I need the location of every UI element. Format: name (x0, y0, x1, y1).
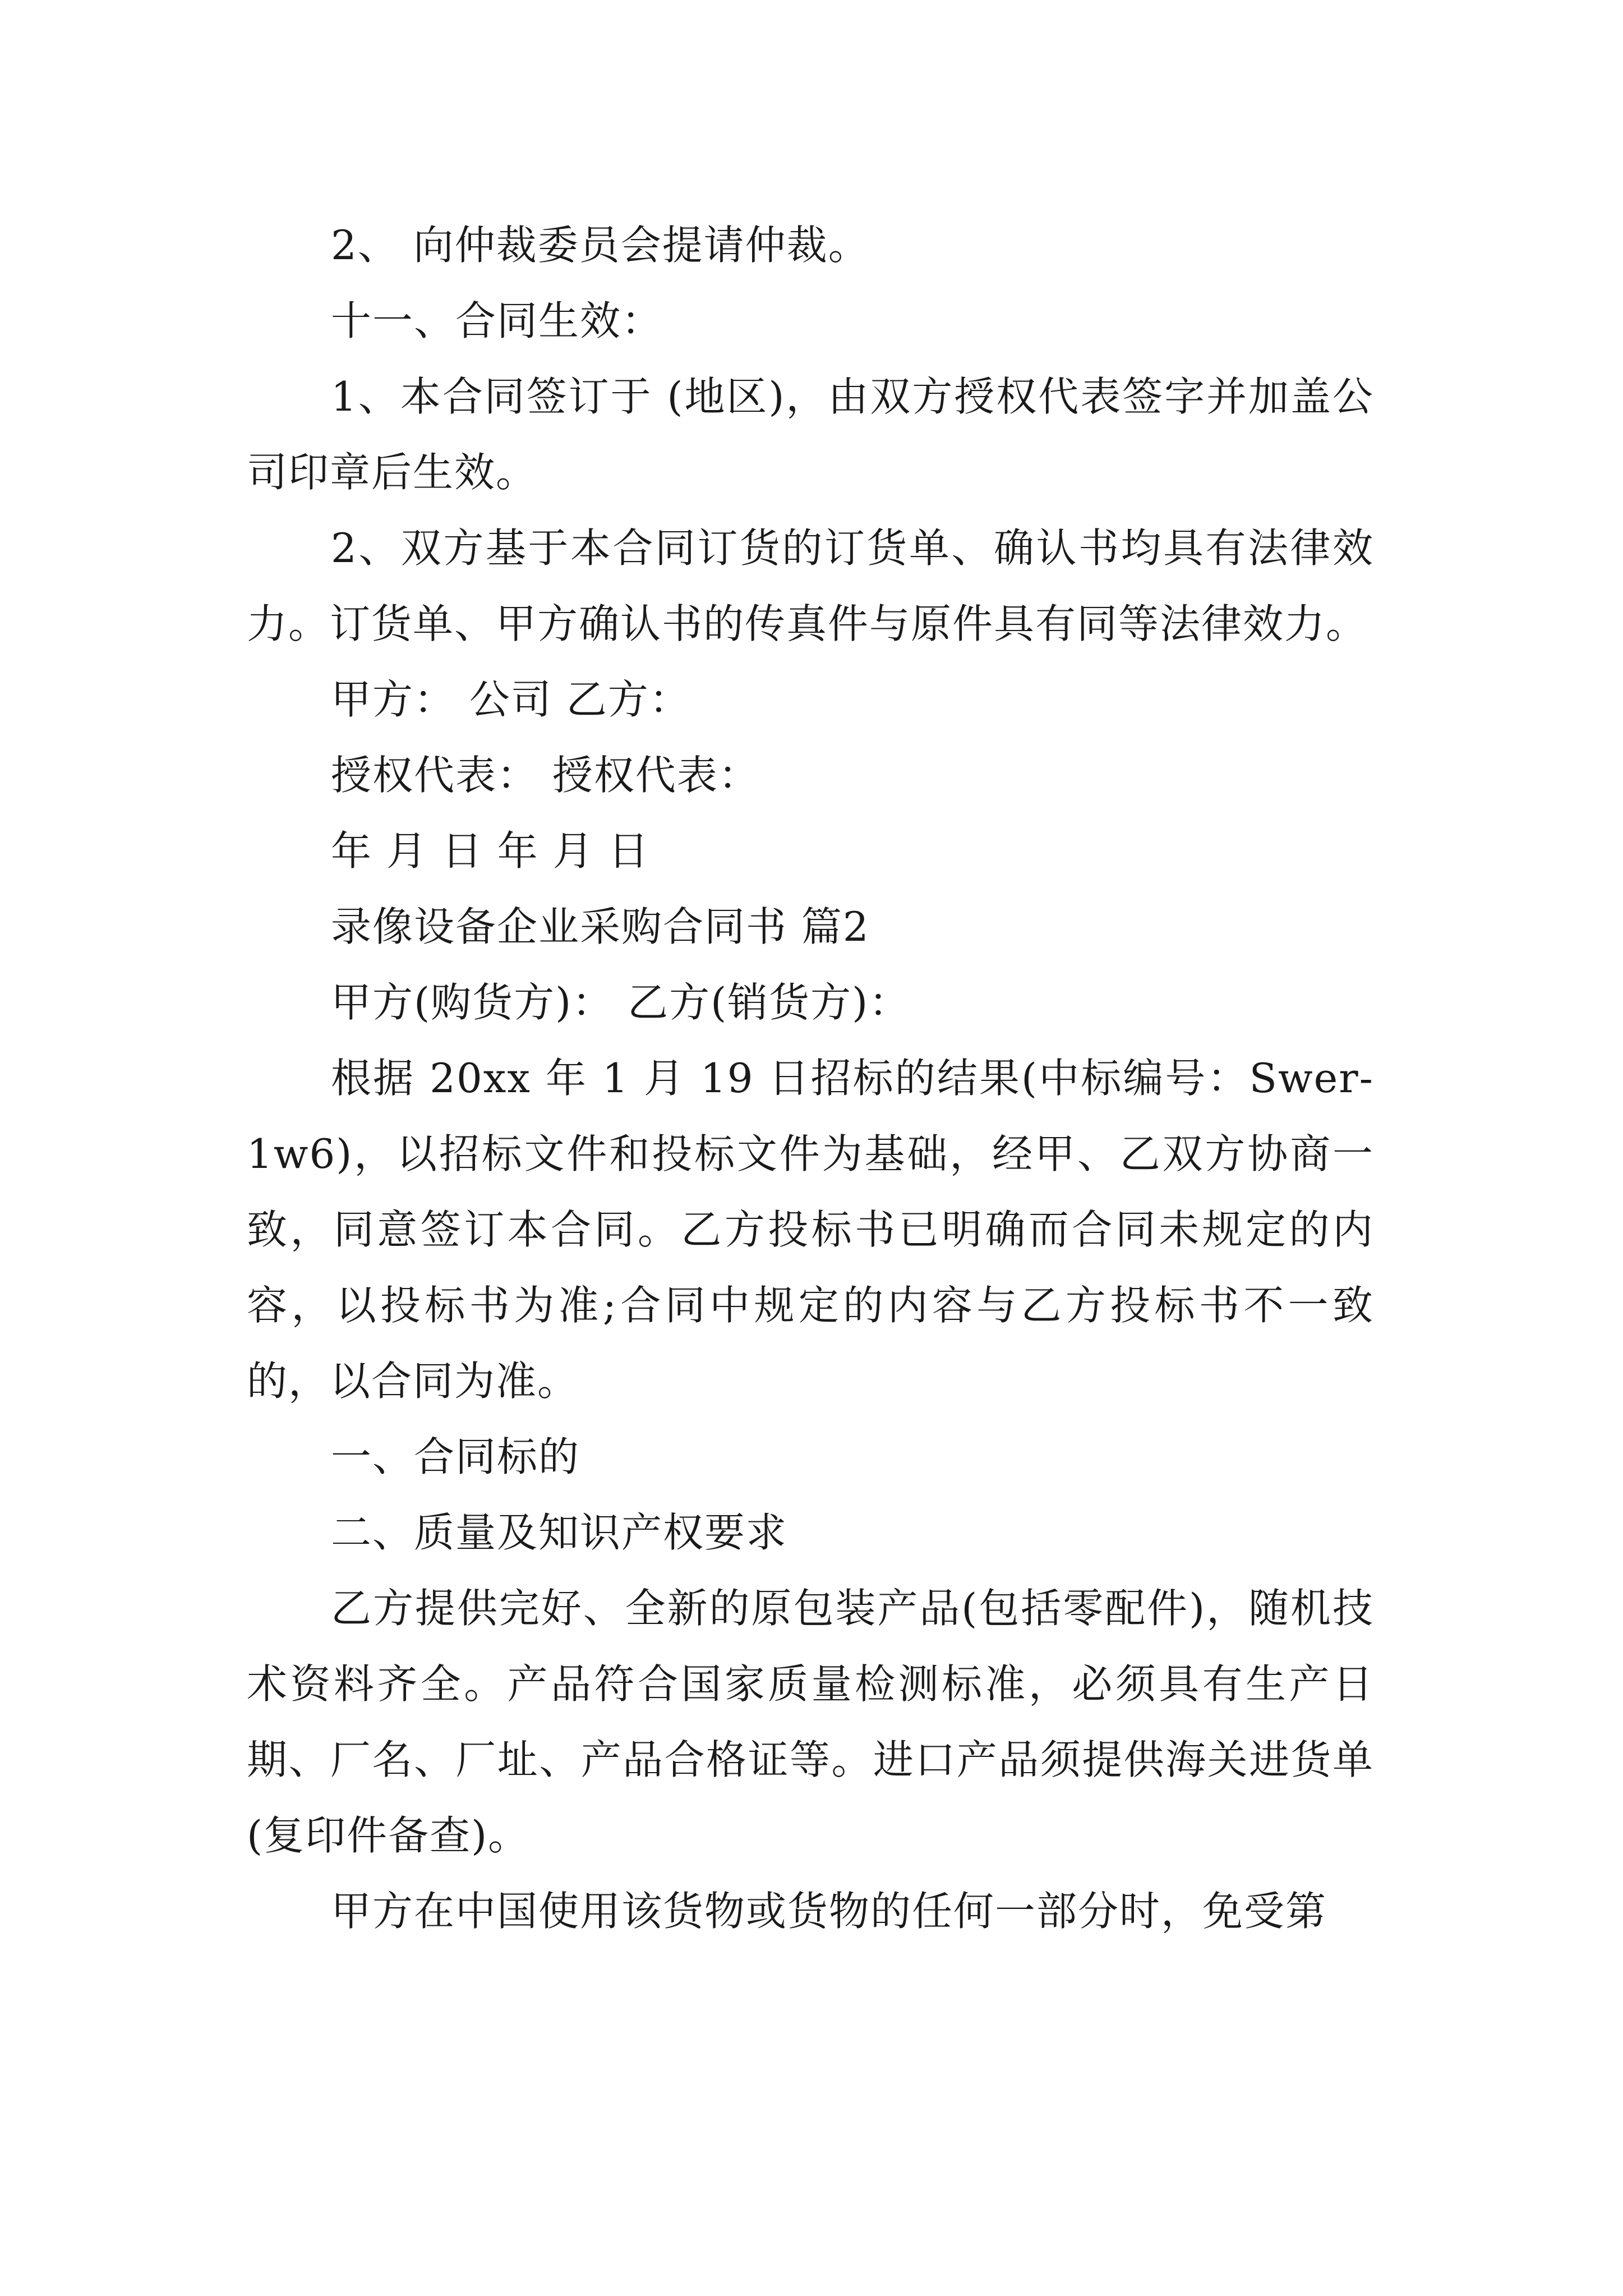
paragraph: 甲方在中国使用该货物或货物的任何一部分时，免受第 (331, 1888, 1327, 1935)
parties-line: 甲方(购货方)： 乙方(销货方)： (331, 979, 911, 1026)
date-line: 年 月 日 年 月 日 (331, 827, 650, 875)
paragraph: 2、双方基于本合同订货的订货单、确认书均具有法律效力。订货单、甲方确认书的传真件与原件具有同等法律效力。 (247, 524, 1374, 647)
section-heading: 十一、合同生效： (331, 297, 663, 344)
paragraph: 乙方提供完好、全新的原包装产品(包括零配件)，随机技术资料齐全。产品符合国家质量检测标准，必须具有生产日期、厂名、厂址、产品合格证等。进口产品须提供海关进货单(复印件备查)。 (247, 1585, 1374, 1859)
document-body (247, 208, 1374, 1949)
section-heading: 一、合同标的 (331, 1433, 580, 1480)
section-heading: 二、质量及知识产权要求 (331, 1509, 788, 1556)
paragraph: 根据 20xx 年 1 月 19 日招标的结果(中标编号：Swer-1w6)，以招标文件和投标文件为基础，经甲、乙双方协商一致，同意签订本合同。乙方投标书已明确而合同未规定的内容，以投标书为准;合同中规定的内容与乙方投标书不一致的，以合同为准。 (247, 1055, 1374, 1405)
paragraph: 1、本合同签订于 (地区)，由双方授权代表签字并加盖公司印章后生效。 (247, 373, 1374, 496)
paragraph: 2、 向仲裁委员会提请仲裁。 (331, 222, 870, 269)
document-title: 录像设备企业采购合同书 篇2 (331, 903, 870, 950)
signature-line: 授权代表： 授权代表： (331, 752, 760, 799)
signature-line: 甲方： 公司 乙方： (331, 676, 691, 723)
